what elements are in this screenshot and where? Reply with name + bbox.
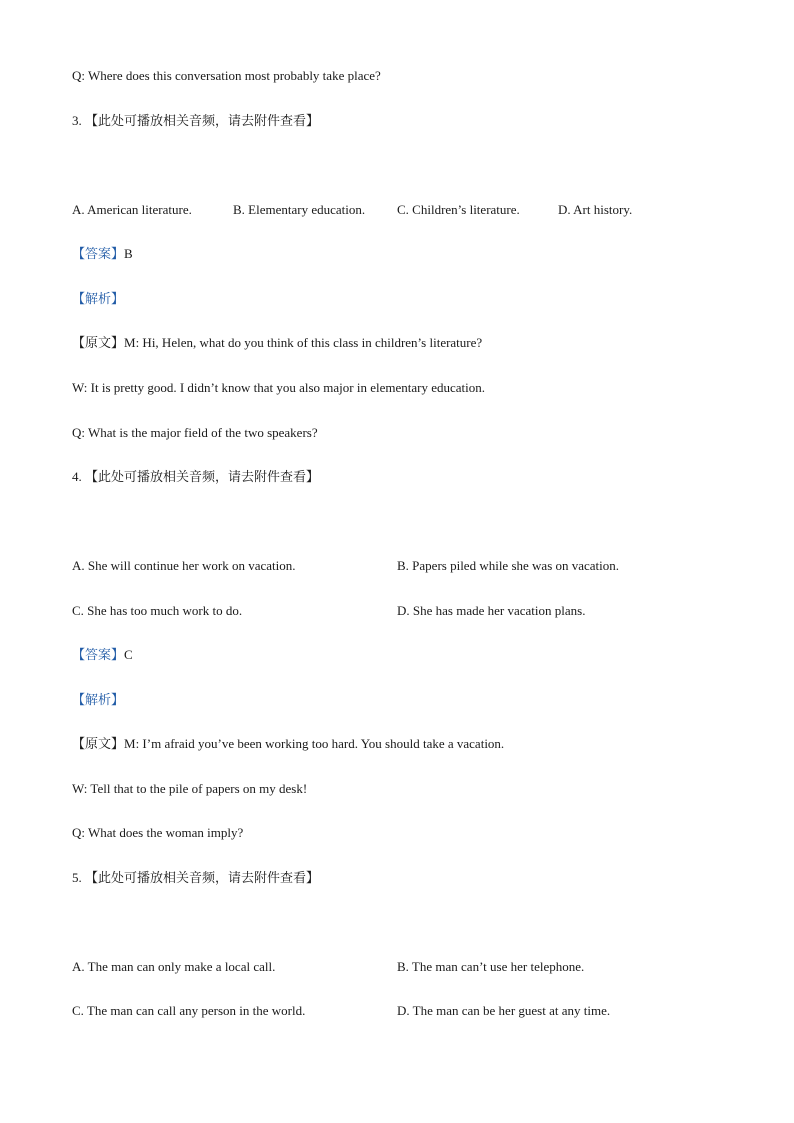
q5-audio-note[interactable]: 【此处可播放相关音频，请去附件查看】 [85,871,320,886]
q3-audio-note[interactable]: 【此处可播放相关音频，请去附件查看】 [85,114,320,129]
q5-option-b: B. The man can’t use her telephone. [397,959,585,974]
answer-label: 【答案】 [72,648,125,663]
answer-value: C [124,647,133,662]
q5-option-d: D. The man can be her guest at any time. [397,1003,611,1018]
transcript-label: 【原文】 [72,737,125,752]
q4-audio-note[interactable]: 【此处可播放相关音频，请去附件查看】 [85,470,320,485]
analysis-label: 【解析】 [72,693,125,708]
q3-header [72,113,319,130]
q5-option-c: C. The man can call any person in the world. [72,1003,306,1018]
transcript-label: 【原文】 [72,336,125,351]
q4-option-c: C. She has too much work to do. [72,603,243,618]
q3-analysis [72,291,124,308]
q4-number: 4. [72,469,82,484]
q3-transcript-m [72,335,482,352]
q4-transcript-w: W: Tell that to the pile of papers on my desk! [72,781,308,796]
q4-answer [72,647,133,664]
q5-header [72,870,319,887]
transcript-m-text: M: Hi, Helen, what do you think of this class in children’s literature? [124,335,483,350]
q3-transcript-w: W: It is pretty good. I didn’t know that you also major in elementary education. [72,380,486,395]
q3-option-d: D. Art history. [558,202,633,217]
q3-number: 3. [72,113,82,128]
answer-value: B [124,246,133,261]
q4-header [72,469,319,486]
q4-transcript-q: Q: What does the woman imply? [72,825,244,840]
q3-option-b: B. Elementary education. [233,202,366,217]
transcript-m-text: M: I’m afraid you’ve been working too hard. You should take a vacation. [124,736,505,751]
q4-analysis [72,692,124,709]
q4-transcript-m [72,736,504,753]
q4-option-d: D. She has made her vacation plans. [397,603,586,618]
q5-number: 5. [72,870,82,885]
q4-option-b: B. Papers piled while she was on vacation. [397,558,620,573]
q3-answer [72,246,133,263]
q4-option-a: A. She will continue her work on vacation. [72,558,296,573]
q3-option-c: C. Children’s literature. [397,202,520,217]
q3-transcript-q: Q: What is the major field of the two speakers? [72,425,318,440]
analysis-label: 【解析】 [72,292,125,307]
q5-option-a: A. The man can only make a local call. [72,959,276,974]
q2-question: Q: Where does this conversation most probably take place? [72,68,381,83]
answer-label: 【答案】 [72,247,125,262]
q3-option-a: A. American literature. [72,202,192,217]
